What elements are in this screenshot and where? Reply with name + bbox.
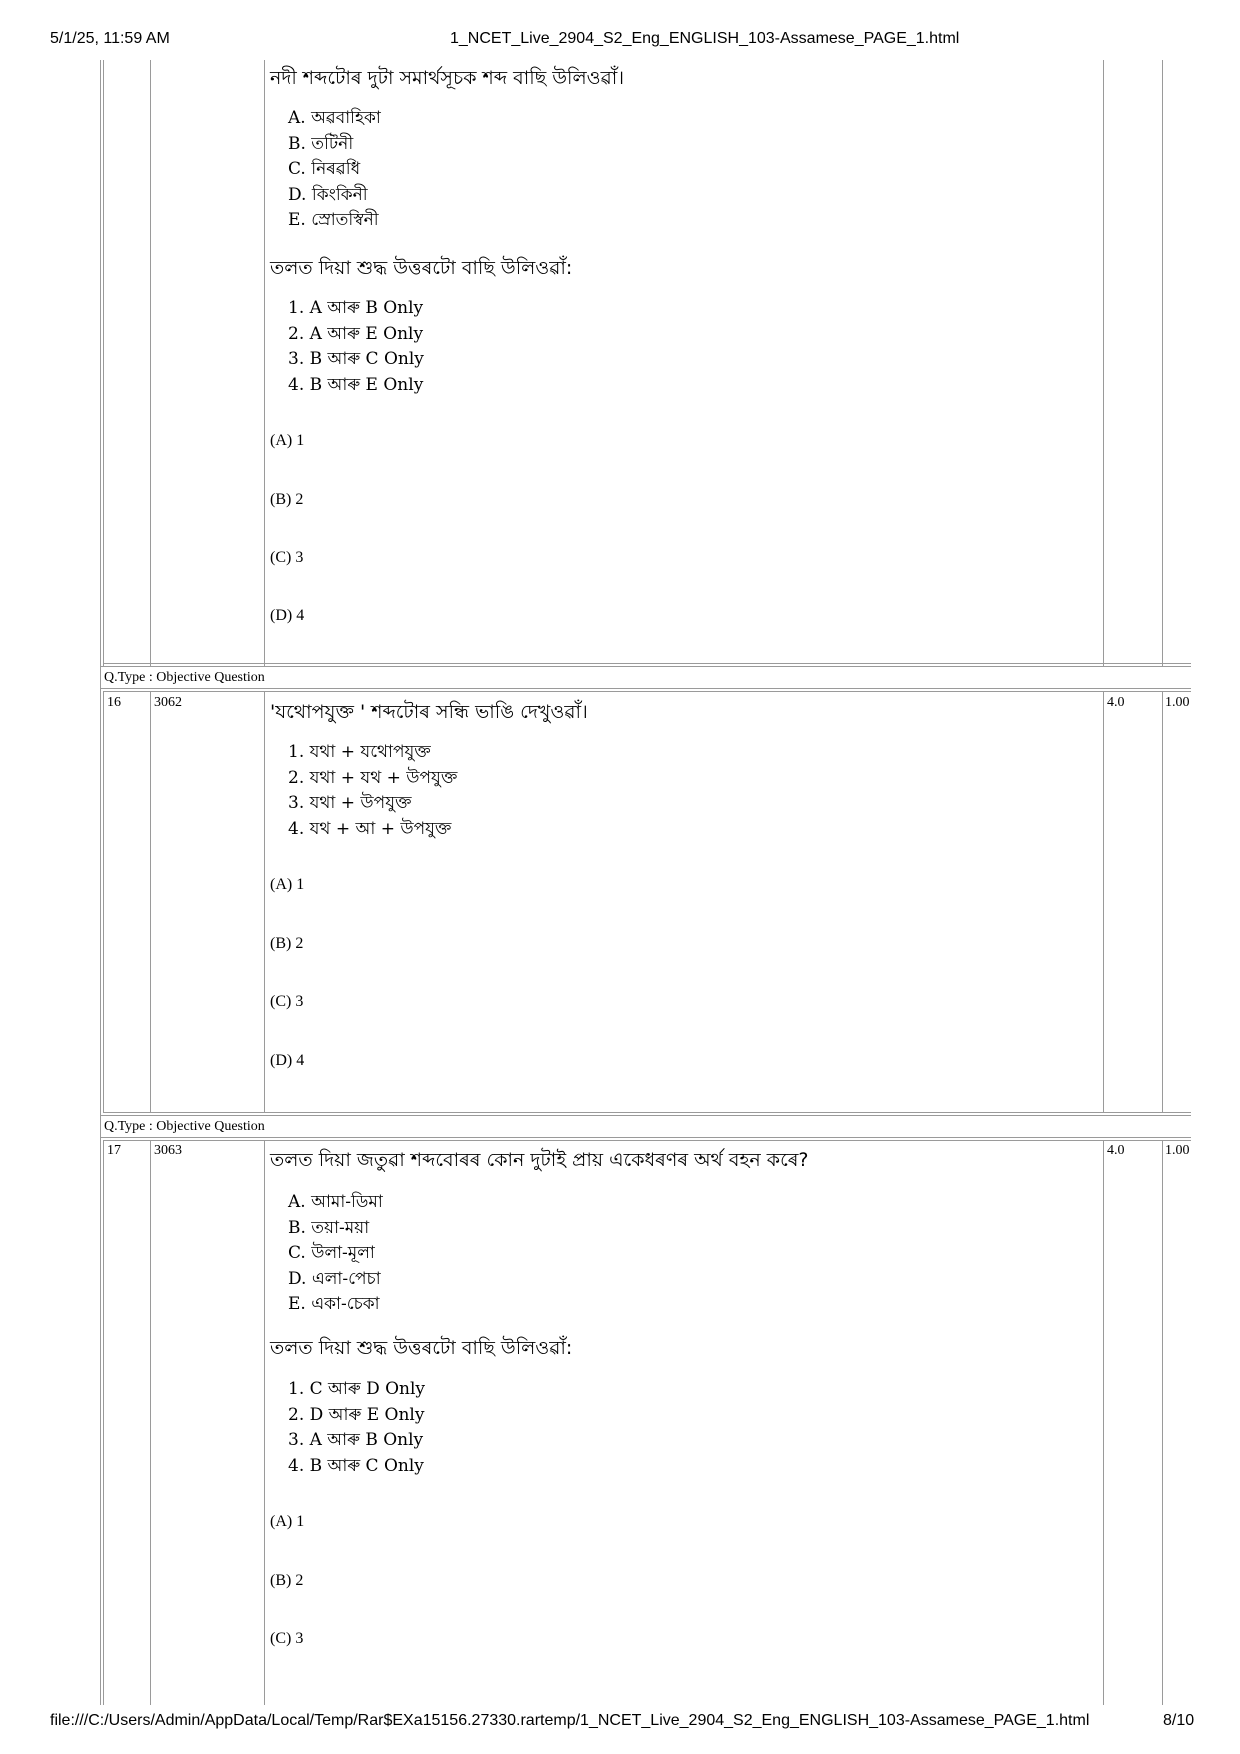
list-item: 2. A আৰু E Only bbox=[288, 323, 424, 344]
list-item: E. স্রোতস্বিনী bbox=[288, 210, 379, 230]
table-border bbox=[1103, 60, 1104, 666]
question-16-choices bbox=[288, 740, 457, 842]
answer-option: (C) 3 bbox=[270, 549, 304, 566]
question-type-label: Q.Type : Objective Question bbox=[104, 670, 265, 685]
table-border bbox=[1103, 691, 1104, 1112]
table-border bbox=[100, 688, 1191, 689]
table-border bbox=[100, 1115, 1191, 1116]
list-item: 1. A আৰু B Only bbox=[288, 298, 424, 318]
table-border bbox=[264, 1140, 265, 1705]
table-border bbox=[264, 60, 265, 666]
list-item: A. আমা-ডিমা bbox=[288, 1192, 383, 1212]
answer-option: (A) 1 bbox=[270, 876, 305, 893]
answer-option: (D) 4 bbox=[270, 1052, 305, 1069]
list-item: 3. যথা + উপযুক্ত bbox=[288, 793, 412, 813]
question-17-stem: তলত দিয়া জতুৱা শব্দবোৰৰ কোন দুটাই প্ৰায় একেধৰণৰ অৰ্থ বহন কৰে? bbox=[270, 1149, 809, 1171]
table-border bbox=[100, 666, 1191, 667]
answer-option: (D) 4 bbox=[270, 607, 305, 624]
list-item: C. নিৰৱধি bbox=[288, 159, 361, 179]
question-type-label: Q.Type : Objective Question bbox=[104, 1119, 265, 1134]
table-border bbox=[103, 60, 104, 666]
list-item: 1. C আৰু D Only bbox=[288, 1379, 426, 1399]
question-15-choices bbox=[288, 296, 424, 398]
answer-option: (B) 2 bbox=[270, 491, 304, 508]
table-border bbox=[103, 1140, 1191, 1141]
answer-option: (A) 1 bbox=[270, 1513, 305, 1530]
question-negative-marks: 1.00 bbox=[1165, 1143, 1190, 1158]
question-number: 16 bbox=[107, 695, 121, 710]
list-item: D. এলা-পেচা bbox=[288, 1268, 381, 1289]
question-17-instruction: তলত দিয়া শুদ্ধ উত্তৰটো বাছি উলিওৱাঁ: bbox=[270, 1337, 573, 1359]
list-item: 3. A আৰু B Only bbox=[288, 1430, 424, 1450]
page-number: 8/10 bbox=[1163, 1712, 1195, 1729]
question-id: 3062 bbox=[154, 695, 182, 710]
list-item: E. একা-চেকা bbox=[288, 1294, 380, 1314]
list-item: D. কিংকিনী bbox=[288, 184, 368, 205]
print-date: 5/1/25, 11:59 AM bbox=[50, 30, 170, 47]
answer-option: (C) 3 bbox=[270, 993, 304, 1010]
table-border bbox=[1162, 691, 1163, 1112]
question-16-stem: 'যথোপযুক্ত ' শব্দটোৰ সন্ধি ভাঙি দেখুওৱাঁ। bbox=[270, 701, 588, 723]
list-item: 1. যথা + যথোপযুক্ত bbox=[288, 742, 431, 762]
table-border bbox=[100, 60, 101, 666]
table-border bbox=[150, 60, 151, 666]
table-border bbox=[103, 1112, 1191, 1113]
table-border bbox=[103, 1140, 104, 1705]
answer-option: (C) 3 bbox=[270, 1630, 304, 1647]
list-item: 4. B আৰু C Only bbox=[288, 1455, 424, 1476]
list-item: 2. D আৰু E Only bbox=[288, 1404, 425, 1425]
question-marks: 4.0 bbox=[1107, 1143, 1125, 1158]
answer-option: (A) 1 bbox=[270, 432, 305, 449]
question-id: 3063 bbox=[154, 1143, 182, 1158]
table-border bbox=[103, 691, 104, 1112]
question-marks: 4.0 bbox=[1107, 695, 1125, 710]
list-item: B. তয়া-ময়া bbox=[288, 1217, 370, 1238]
question-15-stem: নদী শব্দটোৰ দুটা সমাৰ্থসূচক শব্দ বাছি উলিওৱাঁ। bbox=[270, 67, 625, 89]
table-border bbox=[1162, 60, 1163, 666]
table-border bbox=[100, 1115, 101, 1705]
list-item: 4. যথ + আ + উপযুক্ত bbox=[288, 818, 452, 839]
table-border bbox=[103, 691, 1191, 692]
table-border bbox=[100, 666, 101, 1115]
table-border bbox=[100, 1137, 1191, 1138]
answer-option: (B) 2 bbox=[270, 935, 304, 952]
table-border bbox=[150, 1140, 151, 1705]
answer-option: (B) 2 bbox=[270, 1572, 304, 1589]
list-item: A. অৱবাহিকা bbox=[288, 108, 381, 128]
question-number: 17 bbox=[107, 1143, 121, 1158]
table-border bbox=[1103, 1140, 1104, 1705]
print-title: 1_NCET_Live_2904_S2_Eng_ENGLISH_103-Assamese_PAGE_1.html bbox=[450, 30, 960, 47]
table-border bbox=[150, 691, 151, 1112]
list-item: 3. B আৰু C Only bbox=[288, 349, 424, 369]
table-border bbox=[264, 691, 265, 1112]
list-item: 2. যথা + যথ + উপযুক্ত bbox=[288, 767, 458, 788]
question-15-options bbox=[288, 106, 381, 234]
list-item: C. উলা-মূলা bbox=[288, 1243, 375, 1263]
question-17-choices bbox=[288, 1377, 425, 1479]
list-item: 4. B আৰু E Only bbox=[288, 374, 424, 395]
table-border bbox=[103, 663, 1191, 664]
question-negative-marks: 1.00 bbox=[1165, 695, 1190, 710]
question-15-instruction: তলত দিয়া শুদ্ধ উত্তৰটো বাছি উলিওৱাঁ: bbox=[270, 257, 573, 279]
question-17-options bbox=[288, 1190, 383, 1318]
list-item: B. তটিনী bbox=[288, 133, 354, 154]
file-url: file:///C:/Users/Admin/AppData/Local/Temp/Rar$EXa15156.27330.rartemp/1_NCET_Live_2904_S2_Eng_ENGLISH_103-Assamese_PAGE_1.html bbox=[50, 1712, 1090, 1729]
table-border bbox=[1162, 1140, 1163, 1705]
